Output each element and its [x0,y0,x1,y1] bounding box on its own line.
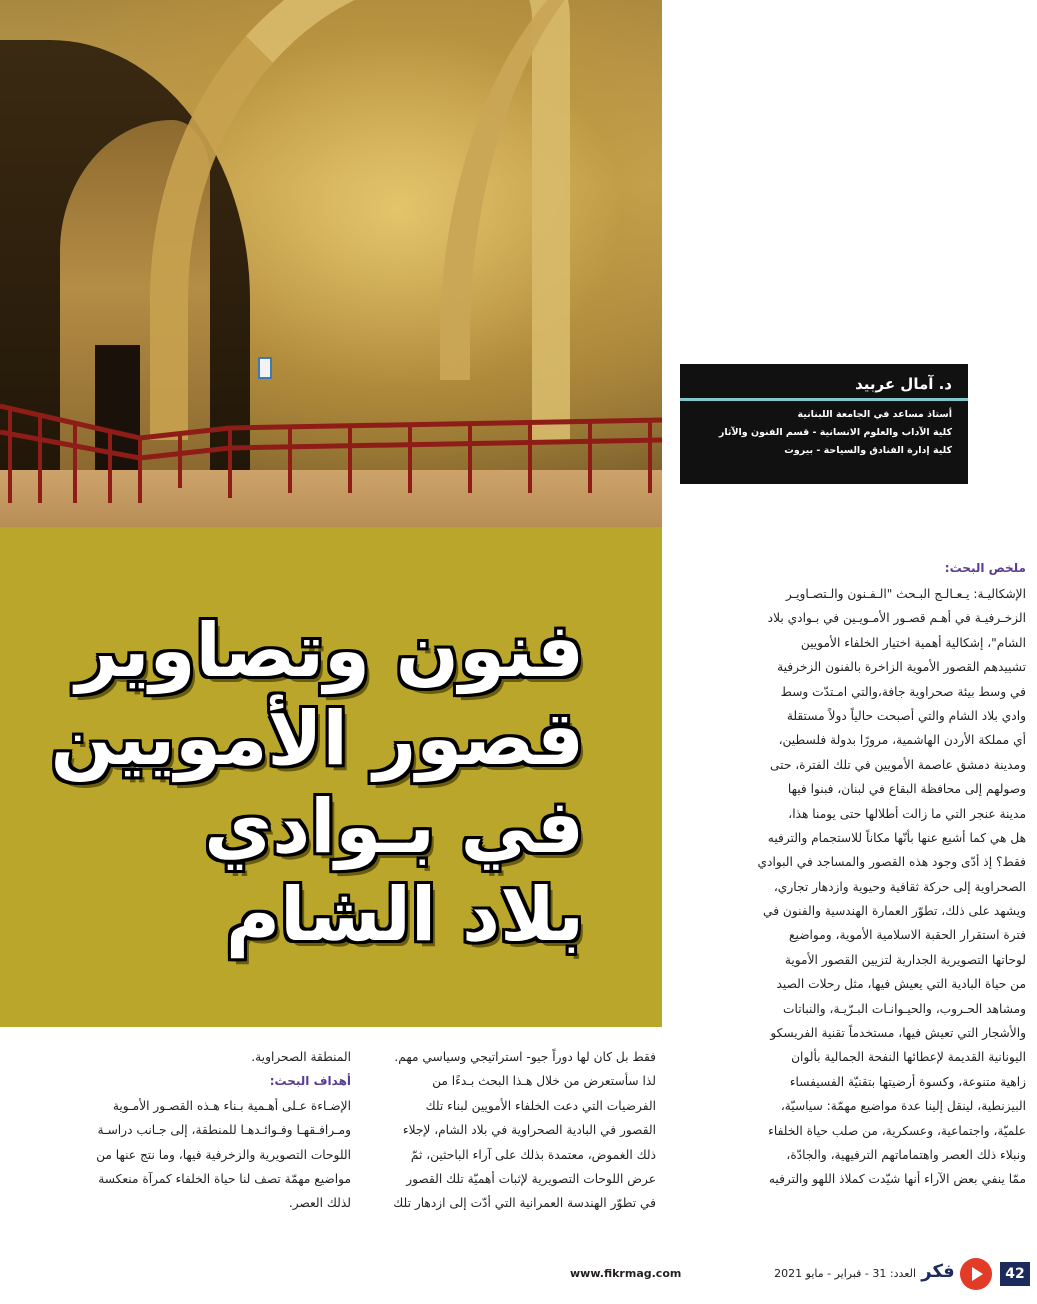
body-column-left [55,1045,351,1250]
summary-line: الصحراوية إلى حركة ثقافية وحيوية وازدهار تجاري، [773,879,1026,894]
summary-line: في وسط بيئة صحراوية جافة،والتي امـتدّت وسط [780,684,1026,699]
summary-line: وادي بلاد الشام والتي أصبحت حالياً دولاً مستقلة [786,708,1026,723]
play-logo-icon [960,1258,992,1290]
article-title-line: بلاد الشام [225,872,584,958]
goals-heading: أهداف البحث: [269,1074,351,1089]
website-link[interactable]: www.fikrmag.com [570,1267,682,1280]
body-line: اللوحات التصويرية والزخرفية فيها، وما نتج عنها من [96,1147,351,1162]
body-line: الفرضيات التي دعت الخلفاء الأمويين لبناء تلك [425,1098,656,1113]
page-number: 42 [1000,1262,1030,1286]
body-line: ومـرافـقهـا وفـوائـدهـا للمنطقة، إلى جـانب دراسـة [97,1123,351,1138]
body-line: القصور في البادية الصحراوية في بلاد الشام، لإجلاء [402,1123,656,1138]
body-line: فقط بل كان لها دوراً جيو- استراتيجي وسياسي مهم. [394,1050,656,1064]
summary-column [672,582,1026,1247]
issue-info: العدد: 31 - فبراير - مايو 2021 [774,1267,916,1280]
author-affiliation-line: أستاذ مساعد في الجامعة اللبنانية [797,409,952,420]
summary-line: تشييدهم القصور الأموية الزاخرة بالفنون الزخرفية [777,660,1026,675]
body-line: عرض اللوحات التصويرية لإثبات أهميّة تلك القصور [406,1171,656,1186]
summary-line: مدينة عنجر التي ما زالت أطلالها حتى يومنا هذا، [788,806,1026,821]
summary-line: أي مملكة الأردن الهاشمية، مرورًا بدولة فلسطين، [778,733,1026,748]
summary-line: من حياة البادية التي يعيش فيها، مثل رحلات الصيد [776,977,1026,992]
article-title-line: فنون وتصاوير [75,608,584,694]
summary-line: وصولهم إلى محافظة البقاع في لبنان، فبنوا فيها [787,782,1026,797]
author-affiliation-line: كلية إدارة الفنادق والسياحة - بيروت [784,445,952,456]
summary-line: الإشكاليـة: يـعـالـج البـحث "الـفـنون والـتصـاويـر [785,587,1026,601]
body-line: ذلك الغموض، معتمدة بذلك على آراء الباحثين، ثمّ [410,1147,656,1162]
summary-line: الشام"، إشكالية أهمية اختيار الخلفاء الأمويين [800,635,1026,650]
body-line: المنطقة الصحراوية. [251,1050,351,1064]
summary-heading: ملخص البحث: [944,561,1026,575]
article-title-line: في بـوادي [204,784,584,870]
photo-railing [0,398,662,508]
summary-line: ممّا ينفي بعض الآراء أنها شيّدت كملاذ اللهو والترفيه [768,1172,1026,1187]
author-affiliation-line: كلية الآداب والعلوم الانسانية - قسم الفنون والآثار [718,427,952,438]
summary-line: والأشجار التي تعيش فيها، مستخدماً تقنية الفريسكو [770,1026,1026,1041]
body-line: لذا سأستعرض من خلال هـذا البحث بـدءًا من [432,1074,656,1089]
palace-interior-photo [0,0,662,527]
summary-line: ويشهد على ذلك، تطوّر العمارة الهندسية والفنون في [763,904,1026,919]
body-line: في تطوّر الهندسة العمرانية التي أدّت إلى ازدهار تلك [393,1196,656,1211]
summary-line: فترة استقرار الحقبة الاسلامية الأموية، ومواضيع [789,928,1026,943]
article-title-block [0,527,662,1027]
summary-line: ومدينة دمشق عاصمة الأمويين في تلك الفترة، حتى [770,757,1026,772]
summary-line: لوحاتها التصويرية الجدارية لتزيين القصور الأموية [784,952,1026,967]
author-box [680,364,968,484]
summary-line: فقط؟ إذ أدّى وجود هذه القصور والمساجد في البوادي [757,855,1026,870]
summary-line: علميّة، واجتماعية، وعسكرية، من صلب حياة الخلفاء [768,1123,1026,1138]
summary-line: هل هي كما أشيع عنها بأنّها مكاناً للاستجمام والترفيه [767,830,1026,845]
body-line: مواضيع مهمّة تصف لنا حياة الخلفاء كمرآة منعكسة [98,1171,351,1186]
article-title-line: قصور الأمويين [50,696,584,782]
author-divider [680,398,968,401]
body-column-middle [362,1045,656,1250]
summary-line: البيزنطية، لينقل إلينا عدة مواضيع مهمّة: سياسيّة، [780,1099,1026,1114]
photo-sign [258,357,272,379]
summary-line: زاهية متنوعة، وكسوة أرضيتها بتقنيّة الفسيفساء [789,1074,1026,1089]
page-footer [0,1252,1037,1304]
magazine-logo: فكر [921,1261,955,1282]
body-line: الإضـاءة عـلى أهـمية بـناء هـذه القصـور الأمـوية [112,1098,351,1113]
summary-line: اليونانية القديمة لإعطائها النفحة الجمالية بألوان [791,1050,1026,1065]
summary-line: الزخـرفيـة في أهـم قصـور الأمـويـين في بـوادي بلاد [767,611,1026,626]
body-line: لذلك العصر. [288,1196,351,1211]
author-name: د. آمال عربيد [855,375,952,393]
summary-line: ونبلاء ذلك العصر واهتماماتهم الترفيهية، والجادّة، [786,1147,1026,1162]
summary-line: ومشاهد الحـروب، والحيـوانـات البـرّيـة، والنباتات [783,1001,1026,1016]
